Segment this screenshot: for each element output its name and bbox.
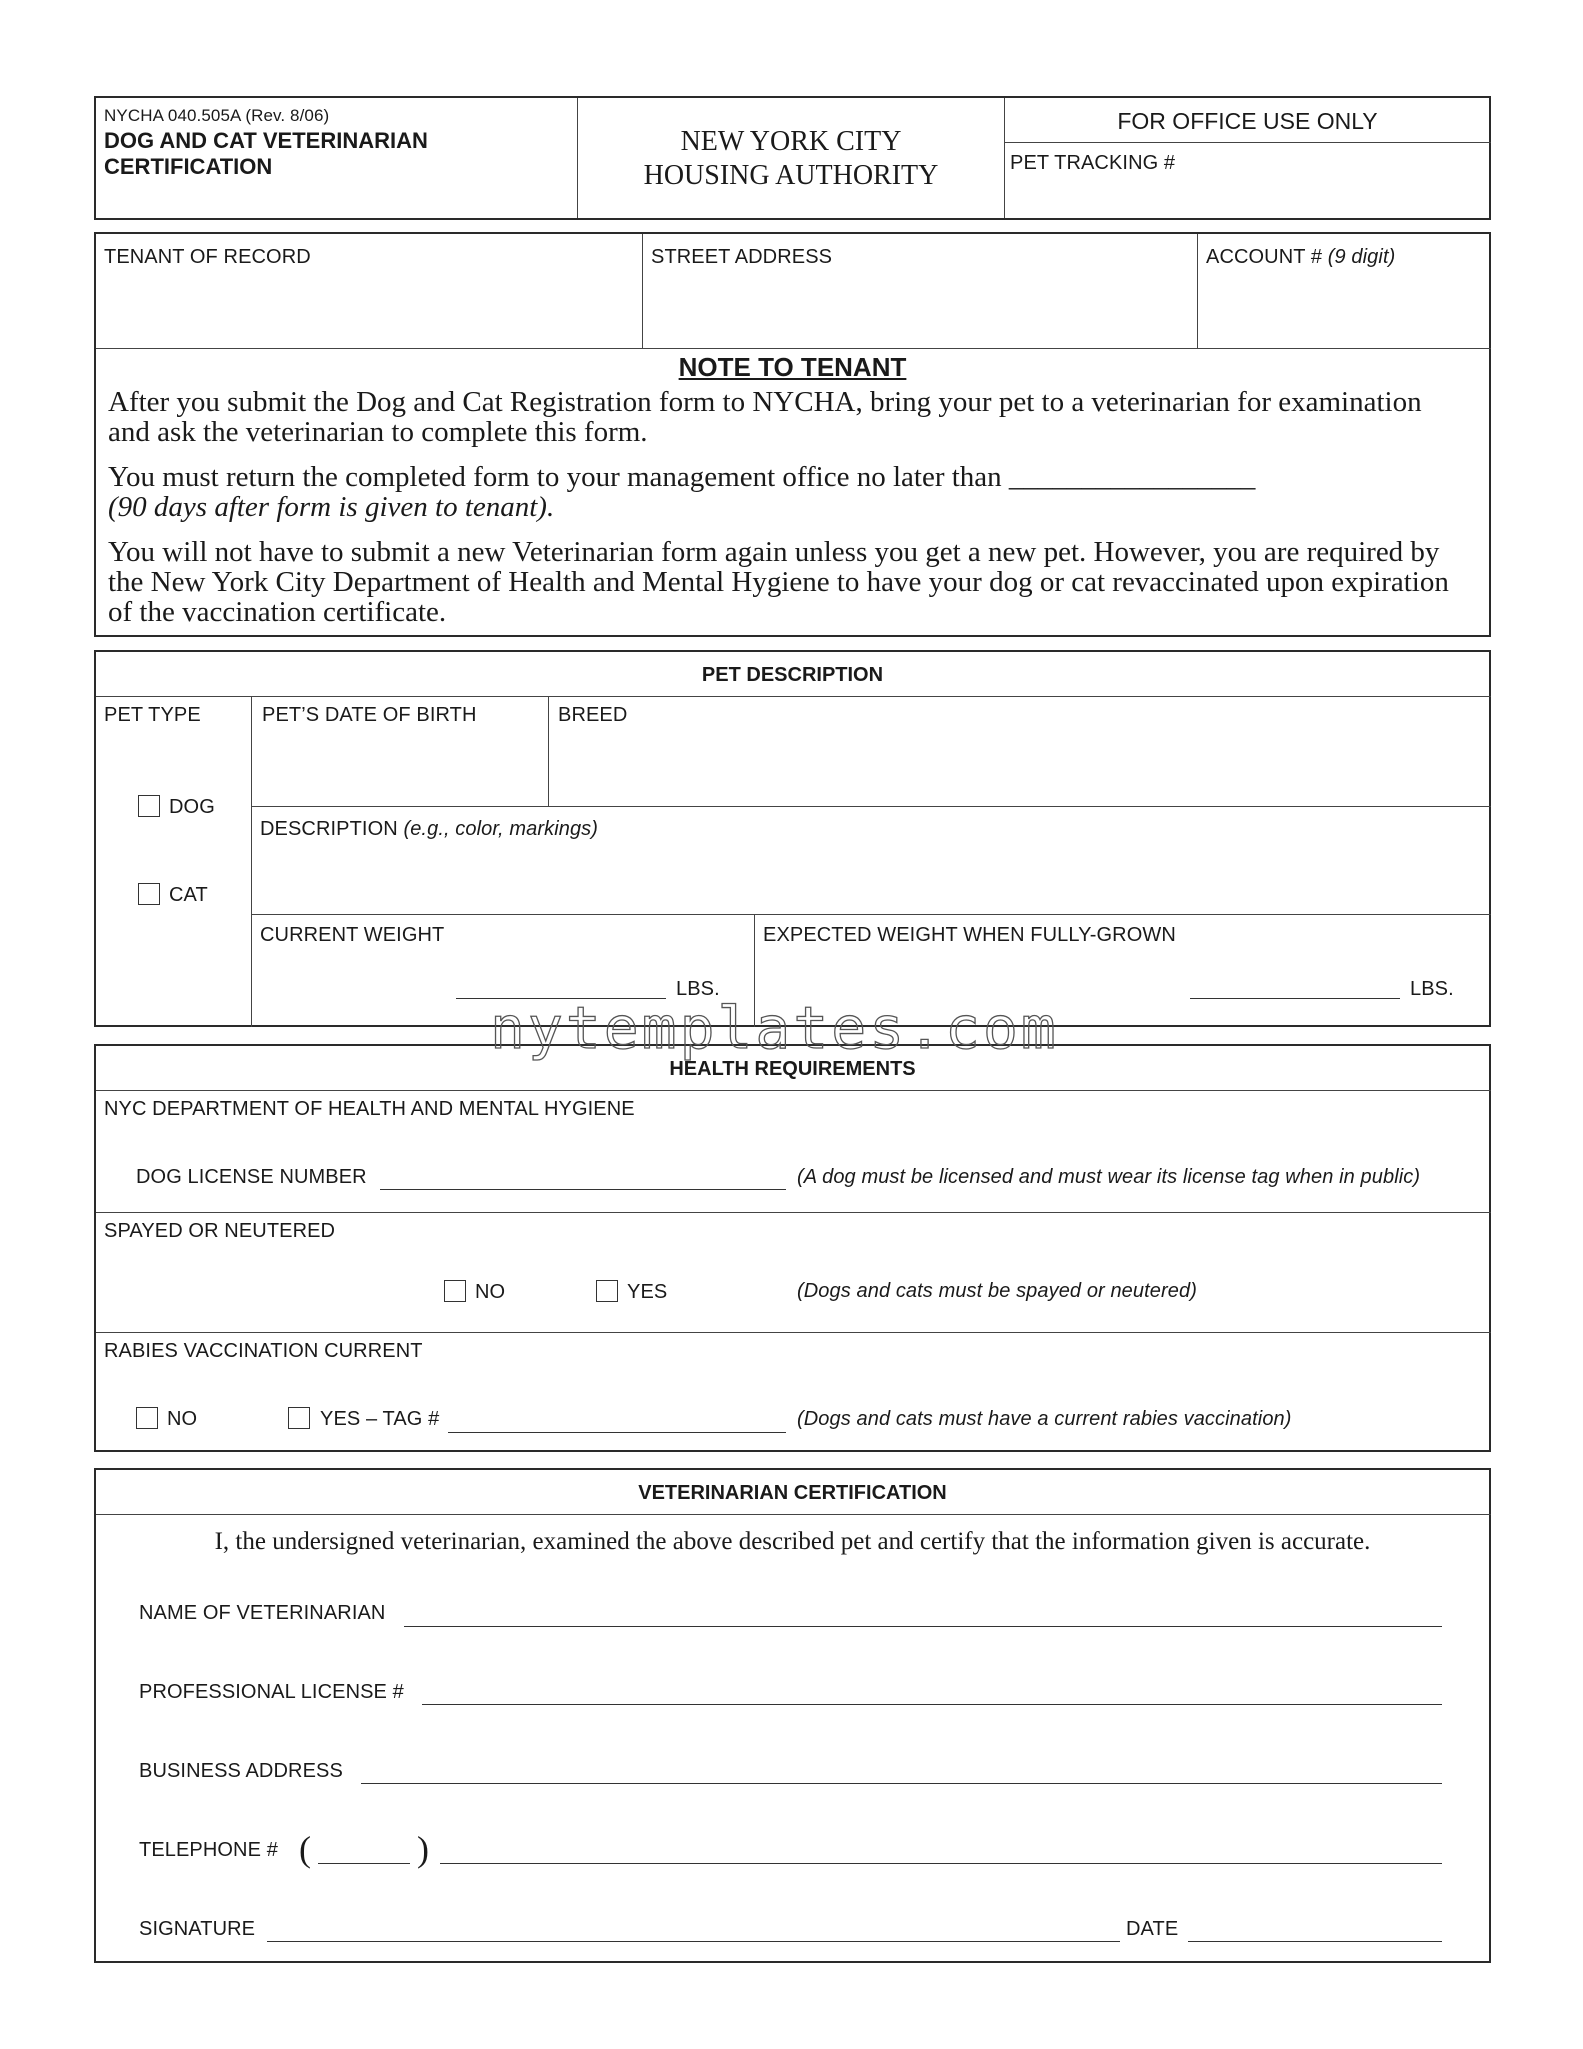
pet-description-title: PET DESCRIPTION: [701, 664, 884, 686]
breed-label: BREED: [558, 704, 628, 726]
date-label: DATE: [1126, 1918, 1179, 1940]
header-divider-1: [577, 98, 578, 218]
dob-breed-divider: [548, 696, 549, 806]
dog-license-line[interactable]: [380, 1189, 786, 1190]
vet-address-line[interactable]: [361, 1783, 1442, 1784]
expected-weight-line[interactable]: [1190, 998, 1400, 999]
street-address-field[interactable]: [651, 274, 1191, 334]
office-use-label: FOR OFFICE USE ONLY: [1117, 108, 1378, 134]
cat-checkbox[interactable]: [138, 883, 160, 905]
pet-type-divider: [251, 696, 252, 1027]
vet-title-line: [96, 1514, 1491, 1515]
date-of-birth-label: PET’S DATE OF BIRTH: [262, 704, 477, 726]
spayed-note: (Dogs and cats must be spayed or neutered): [797, 1280, 1197, 1302]
note-para-1: After you submit the Dog and Cat Registration form to NYCHA, bring your pet to a veterinarian for examination and ask the veterinarian to complete this form.: [108, 386, 1422, 448]
date-line[interactable]: [1188, 1941, 1442, 1942]
street-address-label: STREET ADDRESS: [651, 246, 833, 268]
vet-license-label: PROFESSIONAL LICENSE #: [139, 1681, 404, 1703]
current-weight-lbs: LBS.: [676, 978, 720, 1000]
description-hint: (e.g., color, markings): [403, 818, 599, 840]
note-para-2-italic: (90 days after form is given to tenant).: [108, 491, 555, 523]
vet-name-line[interactable]: [404, 1626, 1442, 1627]
rabies-tag-line[interactable]: [448, 1432, 786, 1433]
vet-statement: I, the undersigned veterinarian, examined the above described pet and certify that the information given is accurate.: [214, 1528, 1371, 1555]
rabies-yes-checkbox[interactable]: [288, 1407, 310, 1429]
dog-license-label: DOG LICENSE NUMBER: [136, 1166, 367, 1188]
spayed-bottom: [96, 1332, 1491, 1333]
account-label: [1206, 246, 1395, 269]
vet-name-label: NAME OF VETERINARIAN: [139, 1602, 386, 1624]
office-use-divider: [1005, 142, 1491, 143]
pet-type-label: PET TYPE: [104, 704, 201, 726]
description-label-text: DESCRIPTION: [260, 818, 398, 840]
form-title-line2: CERTIFICATION: [104, 154, 273, 179]
account-label-text: ACCOUNT #: [1206, 246, 1323, 268]
header-divider-2: [1004, 98, 1005, 218]
dog-license-bottom: [96, 1212, 1491, 1213]
form-number: NYCHA 040.505A (Rev. 8/06): [104, 106, 330, 125]
area-code-paren-close: ): [417, 1829, 429, 1869]
vet-telephone-label: TELEPHONE #: [139, 1839, 278, 1861]
pet-tracking-label: PET TRACKING #: [1010, 152, 1176, 174]
expected-weight-lbs: LBS.: [1410, 978, 1454, 1000]
description-label: [260, 818, 598, 841]
form-title-line1: DOG AND CAT VETERINARIAN: [104, 128, 428, 153]
account-hint: (9 digit): [1327, 246, 1396, 268]
area-code-paren-open: (: [299, 1829, 311, 1869]
current-weight-label: CURRENT WEIGHT: [260, 924, 445, 946]
dog-checkbox[interactable]: [138, 795, 160, 817]
vet-address-label: BUSINESS ADDRESS: [139, 1760, 343, 1782]
header-box: [94, 96, 1491, 220]
tenant-bottom-line: [96, 348, 1491, 349]
spayed-no-label: NO: [475, 1281, 506, 1303]
spayed-yes-label: YES: [627, 1281, 668, 1303]
health-requirements-box: [94, 1044, 1491, 1452]
pet-description-box: [94, 650, 1491, 1027]
tenant-note-box: [94, 232, 1491, 637]
tenant-of-record-field[interactable]: [104, 274, 634, 334]
expected-weight-label: EXPECTED WEIGHT WHEN FULLY-GROWN: [763, 924, 1176, 946]
spayed-no-checkbox[interactable]: [444, 1280, 466, 1302]
dog-license-note: (A dog must be licensed and must wear its license tag when in public): [797, 1166, 1421, 1188]
authority-line2: HOUSING AUTHORITY: [643, 160, 939, 191]
area-code-line[interactable]: [318, 1863, 410, 1864]
authority-line1: NEW YORK CITY: [680, 126, 902, 157]
health-title: HEALTH REQUIREMENTS: [669, 1058, 916, 1080]
cat-label: CAT: [169, 884, 208, 906]
rabies-no-checkbox[interactable]: [136, 1407, 158, 1429]
dog-label: DOG: [169, 796, 215, 818]
vet-license-line[interactable]: [422, 1704, 1442, 1705]
signature-label: SIGNATURE: [139, 1918, 256, 1940]
description-field[interactable]: [260, 846, 1480, 908]
tenant-divider-2: [1197, 234, 1198, 348]
note-title: NOTE TO TENANT: [678, 352, 907, 382]
description-bottom-line: [251, 914, 1491, 915]
dept-label: NYC DEPARTMENT OF HEALTH AND MENTAL HYGIENE: [104, 1098, 635, 1120]
telephone-line[interactable]: [440, 1863, 1442, 1864]
watermark-text: nytemplates.com: [490, 994, 1059, 1062]
tenant-of-record-label: TENANT OF RECORD: [104, 246, 311, 268]
breed-field[interactable]: [558, 732, 1478, 802]
account-field[interactable]: [1206, 274, 1481, 334]
note-para-2: You must return the completed form to your management office no later than _________________: [108, 461, 1256, 493]
breed-bottom-line: [251, 806, 1491, 807]
pet-tracking-field[interactable]: [1010, 176, 1480, 212]
rabies-note: (Dogs and cats must have a current rabies vaccination): [797, 1408, 1292, 1430]
signature-line[interactable]: [267, 1941, 1120, 1942]
tenant-divider-1: [642, 234, 643, 348]
pet-desc-title-line: [96, 696, 1491, 697]
spayed-yes-checkbox[interactable]: [596, 1280, 618, 1302]
date-of-birth-field[interactable]: [262, 732, 542, 802]
note-para-3: You will not have to submit a new Veterinarian form again unless you get a new pet. However, you are required by the New York City Department of Health and Mental Hygiene to have your dog or cat revaccinated upon expiration of the vaccination certificate.: [108, 536, 1449, 628]
health-title-line: [96, 1090, 1491, 1091]
rabies-yes-tag-label: YES – TAG #: [320, 1408, 440, 1430]
rabies-no-label: NO: [167, 1408, 198, 1430]
vet-certification-box: [94, 1468, 1491, 1963]
vet-title: VETERINARIAN CERTIFICATION: [638, 1482, 947, 1504]
spayed-label: SPAYED OR NEUTERED: [104, 1220, 336, 1242]
rabies-label: RABIES VACCINATION CURRENT: [104, 1340, 423, 1362]
